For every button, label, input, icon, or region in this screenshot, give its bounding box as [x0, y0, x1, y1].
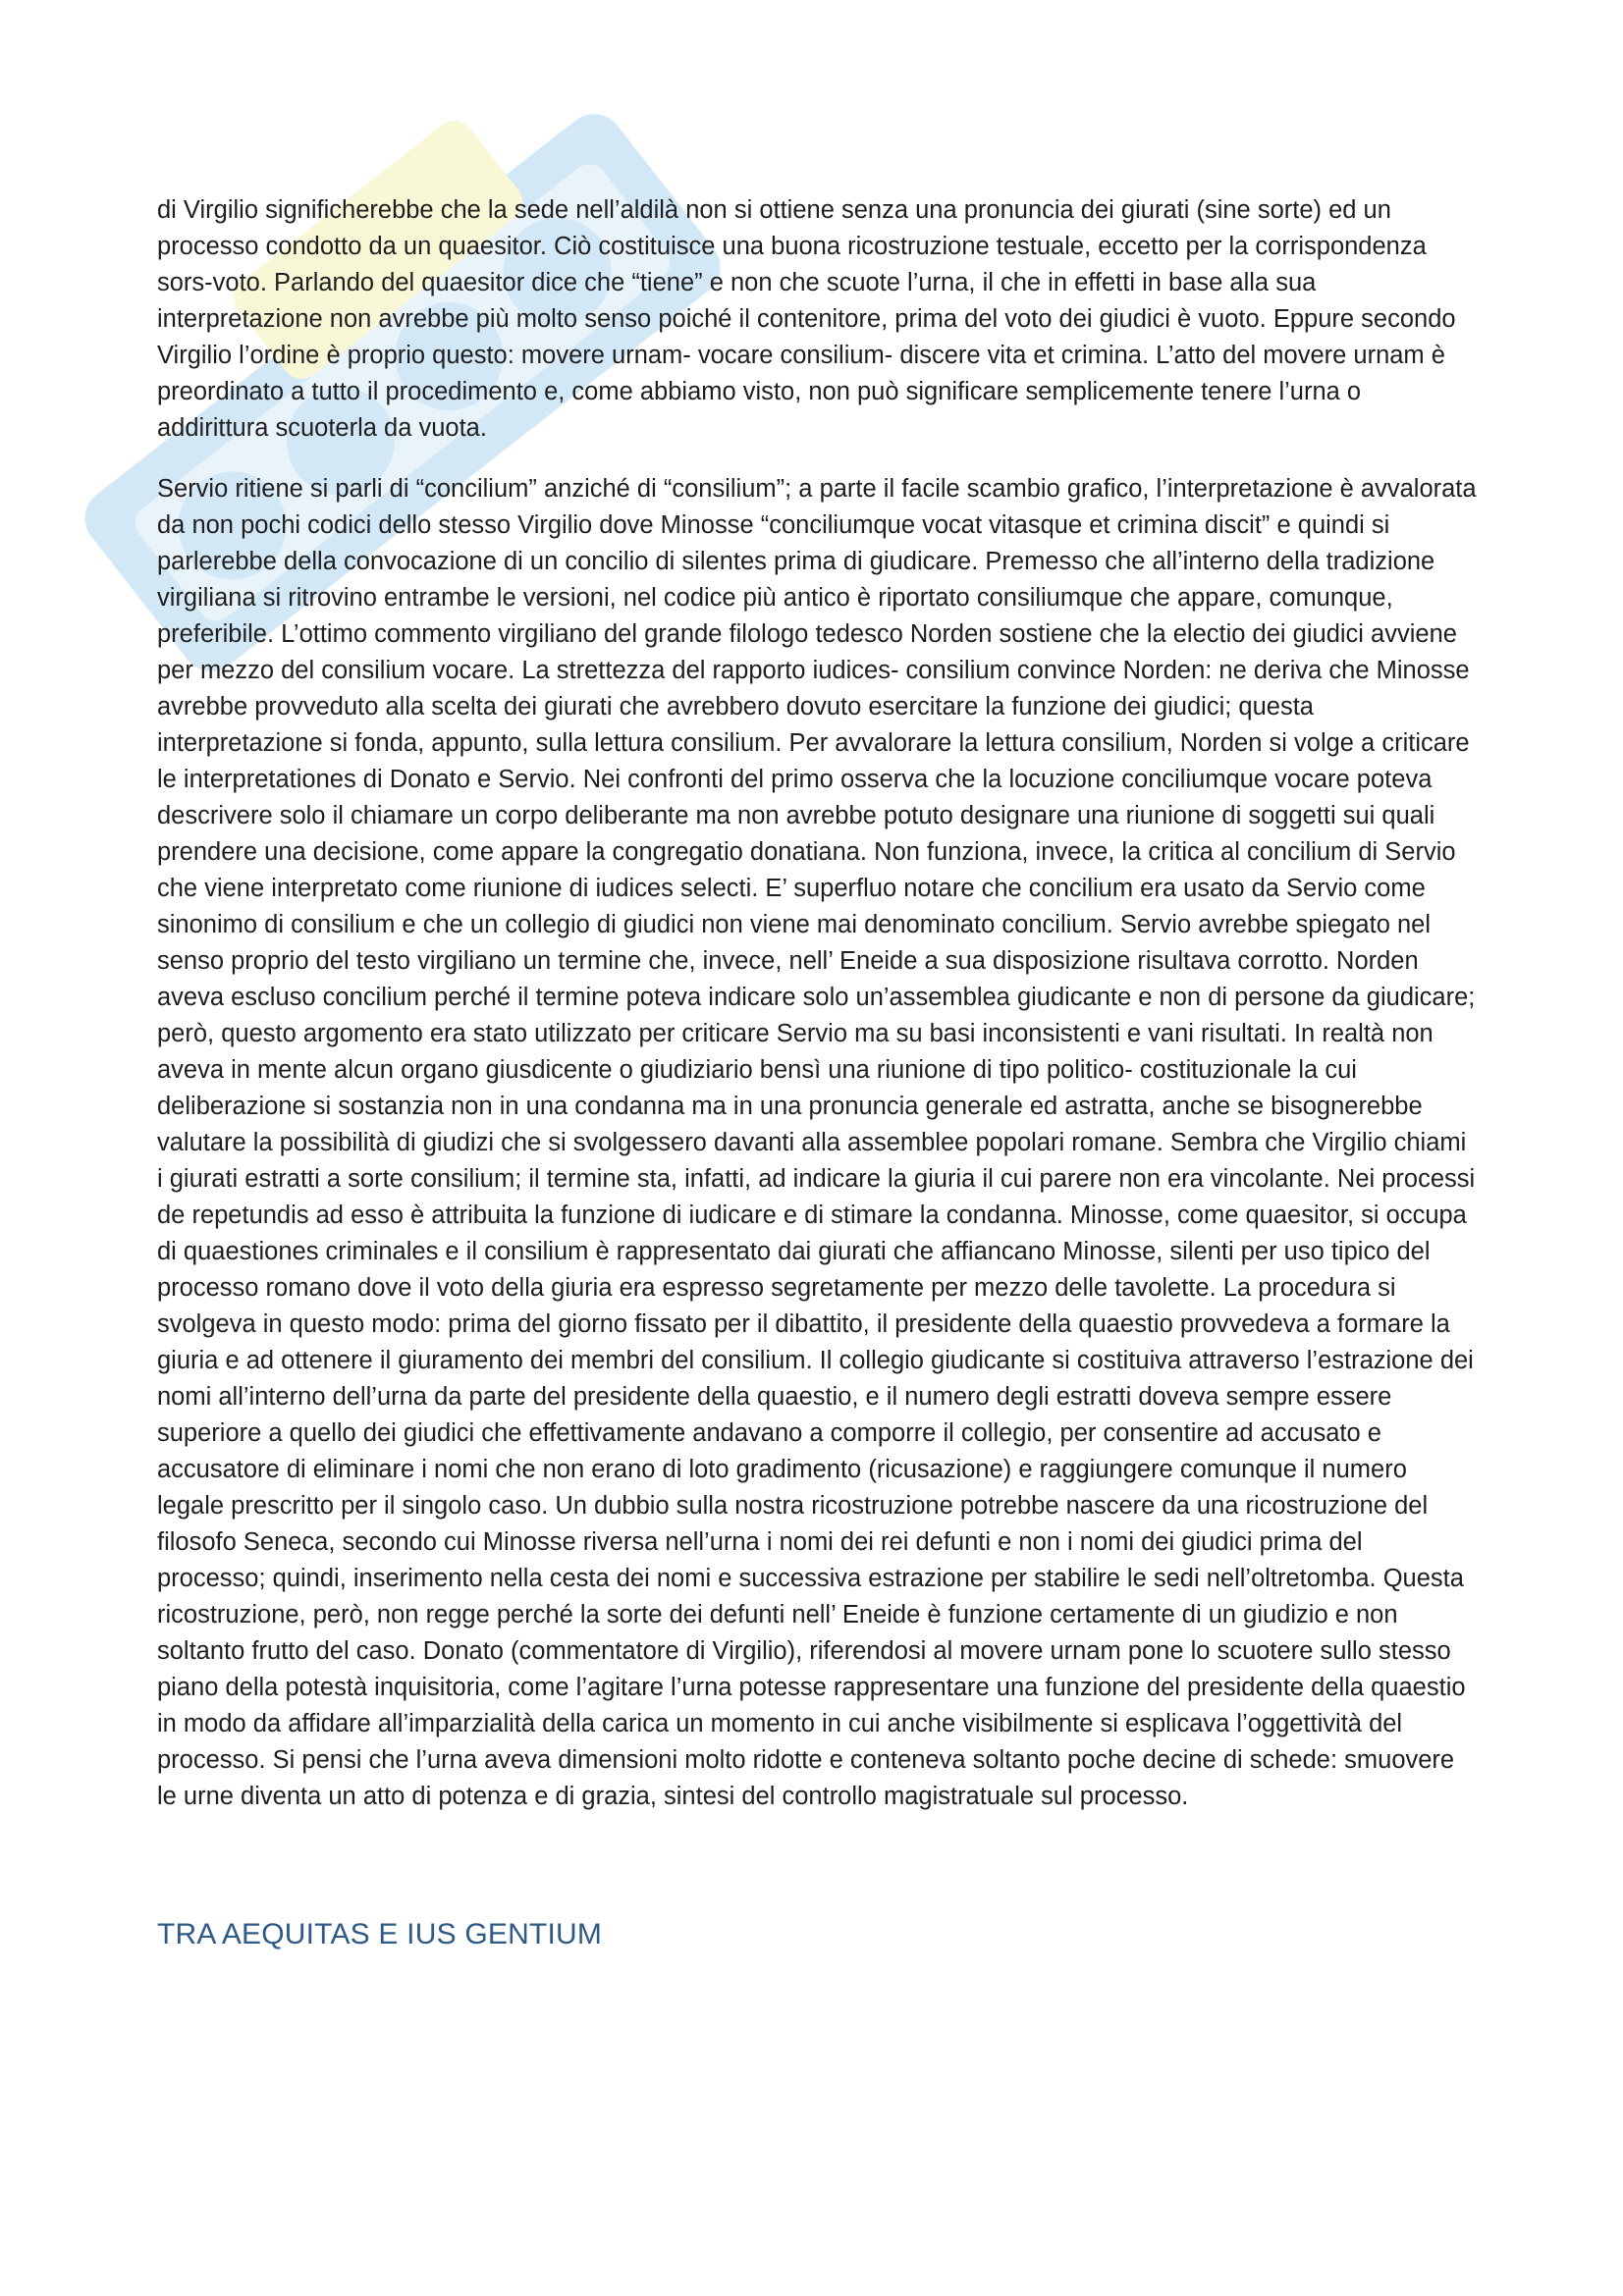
paragraph-2: Servio ritiene si parli di “concilium” anziché di “consilium”; a parte il facile scambio grafico, l’interpretazione è avvalorata da non pochi codici dello stesso Virgilio dove Minosse “conciliumque vocat vitasque et crimina discit” e quindi si parlerebbe della convocazione di un concilio di silentes prima di giudicare. Premesso che all’interno della tradizione virgiliana si ritrovino entrambe le versioni, nel codice più antico è riportato consiliumque che appare, comunque, preferibile. L’ottimo commento virgiliano del grande filologo tedesco Norden sostiene che la electio dei giudici avviene per mezzo del consilium vocare. La strettezza del rapporto iudices- consilium convince Norden: ne deriva che Minosse avrebbe provveduto alla scelta dei giurati che avrebbero dovuto esercitare la funzione dei giudici; questa interpretazione si fonda, appunto, sulla lettura consilium. Per avvalorare la lettura consilium, Norden si volge a criticare le interpretationes di Donato e Servio. Nei confronti del primo osserva che la locuzione conciliumque vocare poteva descrivere solo il chiamare un corpo deliberante ma non avrebbe potuto designare una riunione di soggetti sui quali prendere una decisione, come appare la congregatio donatiana. Non funziona, invece, la critica al concilium di Servio che viene interpretato come riunione di iudices selecti. E’ superfluo notare che concilium era usato da Servio come sinonimo di consilium e che un collegio di giudici non viene mai denominato concilium. Servio avrebbe spiegato nel senso proprio del testo virgiliano un termine che, invece, nell’ Eneide a sua disposizione risultava corrotto. Norden aveva escluso concilium perché il termine poteva indicare solo un’assemblea giudicante e non di persone da giudicare; però, questo argomento era stato utilizzato per criticare Servio ma su basi inconsistenti e vani risultati. In realtà non aveva in mente alcun organo giusdicente o giudiziario bensì una riunione di tipo politico- costituzionale la cui deliberazione si sostanzia non in una condanna ma in una pronuncia generale ed astratta, anche se bisognerebbe valutare la possibilità di giudizi che si svolgessero davanti alla assemblee popolari romane. Sembra che Virgilio chiami i giurati estratti a sorte consilium; il termine sta, infatti, ad indicare la giuria il cui parere non era vincolante. Nei processi de repetundis ad esso è attribuita la funzione di iudicare e di stimare la condanna. Minosse, come quaesitor, si occupa di quaestiones criminales e il consilium è rappresentato dai giurati che affiancano Minosse, silenti per uso tipico del processo romano dove il voto della giuria era espresso segretamente per mezzo delle tavolette. La procedura si svolgeva in questo modo: prima del giorno fissato per il dibattito, il presidente della quaestio provvedeva a formare la giuria e ad ottenere il giuramento dei membri del consilium. Il collegio giudicante si costituiva attraverso l’estrazione dei nomi all’interno dell’urna da parte del presidente della quaestio, e il numero degli estratti doveva sempre essere superiore a quello dei giudici che effettivamente andavano a comporre il collegio, per consentire ad accusato e accusatore di eliminare i nomi che non erano di loto gradimento (ricusazione) e raggiungere comunque il numero legale prescritto per il singolo caso. Un dubbio sulla nostra ricostruzione potrebbe nascere da una ricostruzione del filosofo Seneca, secondo cui Minosse riversa nell’urna i nomi dei rei defunti e non i nomi dei giudici prima del processo; quindi, inserimento nella cesta dei nomi e successiva estrazione per stabilire le sedi nell’oltretomba. Questa ricostruzione, però, non regge perché la sorte dei defunti nell’ Eneide è funzione certamente di un giudizio e non soltanto frutto del caso. Donato (commentatore di Virgilio), riferendosi al movere urnam pone lo scuotere sullo stesso piano della potestà inquisitoria, come l’agitare l’urna potesse rappresentare una funzione del presidente della quaestio in modo da affidare all’imparzialità della carica un momento in cui anche visibilmente si esplicava l’oggettività del processo. Si pensi che l’urna aveva dimensioni molto ridotte e conteneva soltanto poche decine di schede: smuovere le urne diventa un atto di potenza e di grazia, sintesi del controllo magistratuale sul processo. [157, 475, 1477, 1810]
section-heading: TRA AEQUITAS E IUS GENTIUM [157, 1918, 603, 1950]
document-body [157, 192, 1478, 1951]
paragraph-1: di Virgilio significherebbe che la sede nell’aldilà non si ottiene senza una pronuncia dei giurati (sine sorte) ed un processo condotto da un quaesitor. Ciò costituisce una buona ricostruzione testuale, eccetto per la corrispondenza sors-voto. Parlando del quaesitor dice che “tiene” e non che scuote l’urna, il che in effetti in base alla sua interpretazione non avrebbe più molto senso poiché il contenitore, prima del voto dei giudici è vuoto. Eppure secondo Virgilio l’ordine è proprio questo: movere urnam- vocare consilium- discere vita et crimina. L’atto del movere urnam è preordinato a tutto il procedimento e, come abbiamo visto, non può significare semplicemente tenere l’urna o addirittura scuoterla da vuota. [157, 196, 1456, 442]
